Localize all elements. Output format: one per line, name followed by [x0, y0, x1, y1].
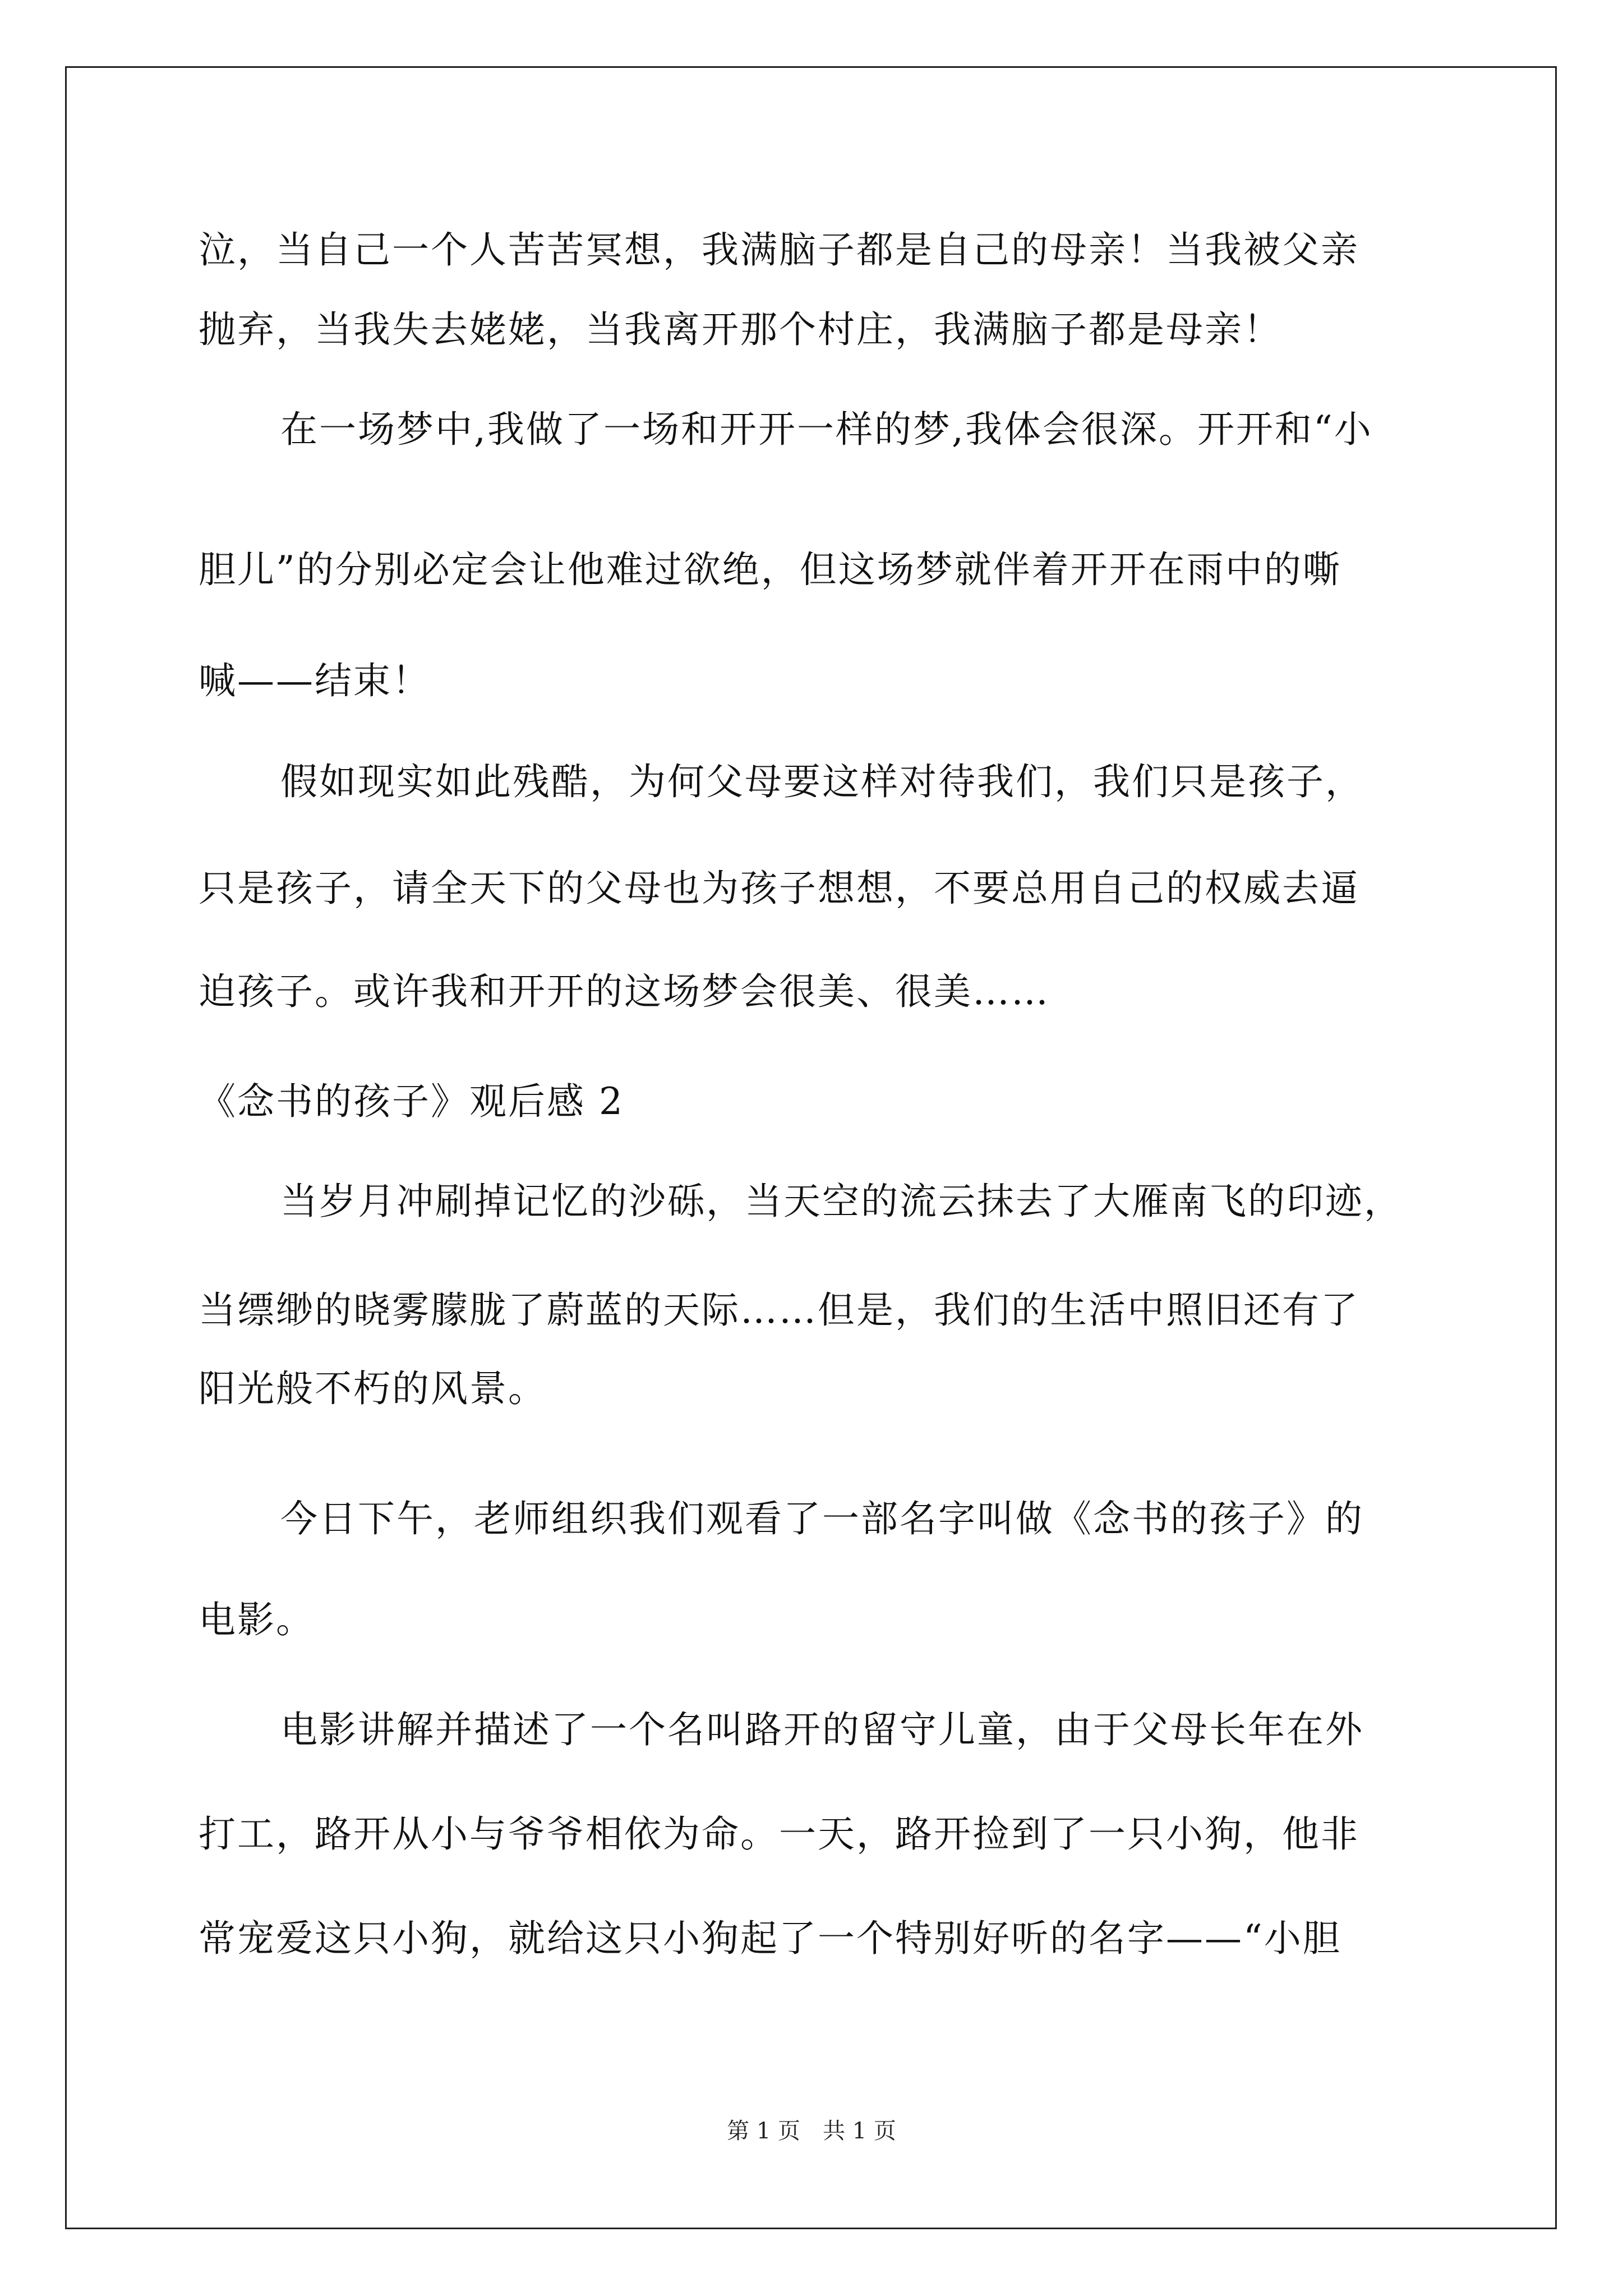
text-line: 常宠爱这只小狗，就给这只小狗起了一个特别好听的名字——“小胆 [199, 1917, 1341, 1960]
paragraph-start-line: 在一场梦中,我做了一场和开开一样的梦,我体会很深。开开和“小 [280, 408, 1373, 451]
text-line: 当缥缈的晓雾朦胧了蔚蓝的天际……但是，我们的生活中照旧还有了 [199, 1289, 1359, 1332]
paragraph-start-line: 今日下午，老师组织我们观看了一部名字叫做《念书的孩子》的 [280, 1497, 1364, 1540]
section-heading: 《念书的孩子》观后感 2 [199, 1080, 624, 1123]
text-line: 只是孩子，请全天下的父母也为孩子想想，不要总用自己的权威去逼 [199, 867, 1359, 910]
text-line: 胆儿”的分别必定会让他难过欲绝，但这场梦就伴着开开在雨中的嘶 [199, 548, 1341, 591]
paragraph-start-line: 假如现实如此残酷，为何父母要这样对待我们，我们只是孩子， [280, 760, 1364, 803]
paragraph-start-line: 电影讲解并描述了一个名叫路开的留守儿童，由于父母长年在外 [280, 1708, 1364, 1751]
page-number-footer: 第 1 页 共 1 页 [727, 2118, 896, 2144]
page-border [65, 66, 1557, 2229]
text-line: 迫孩子。或许我和开开的这场梦会很美、很美…… [199, 970, 1050, 1013]
text-line: 泣，当自己一个人苦苦冥想，我满脑子都是自己的母亲！当我被父亲 [199, 228, 1359, 272]
text-line: 抛弃，当我失去姥姥，当我离开那个村庄，我满脑子都是母亲！ [199, 308, 1282, 351]
paragraph-start-line: 当岁月冲刷掉记忆的沙砾，当天空的流云抹去了大雁南飞的印迹， [280, 1180, 1403, 1223]
text-line: 打工，路开从小与爷爷相依为命。一天，路开捡到了一只小狗，他非 [199, 1812, 1359, 1856]
text-line: 电影。 [199, 1598, 315, 1641]
text-line: 阳光般不朽的风景。 [199, 1367, 547, 1410]
text-line: 喊——结束！ [199, 659, 431, 702]
